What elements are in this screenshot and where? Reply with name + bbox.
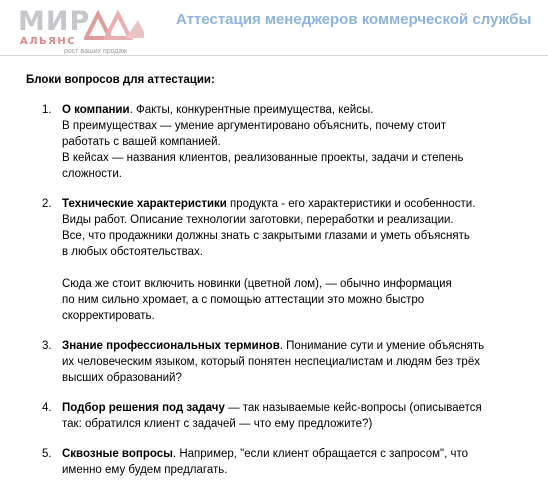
list-item-lead: Подбор решения под задачу: [62, 402, 225, 414]
list-item-extra-text: Сюда же стоит включить новинки (цветной лом), — обычно информация по ним сильно хромает, а с помощью аттестации это можно быстро скорректировать.: [62, 278, 452, 322]
header-divider: [0, 55, 548, 56]
logo-wordmark: МИР: [18, 6, 91, 37]
section-heading: Блоки вопросов для аттестации:: [26, 74, 215, 86]
list-item-lead: Сквозные вопросы: [62, 448, 173, 460]
paragraph-gap: [62, 260, 536, 276]
logo-triangles-icon: [84, 10, 144, 40]
list-number: 3.: [42, 340, 52, 352]
list-number: 1.: [42, 104, 52, 116]
logo-subtitle: АЛЬЯНС: [20, 36, 77, 47]
list-number: 5.: [42, 448, 52, 460]
list-item-solution-fit: [26, 400, 536, 432]
list-item-lead: О компании: [62, 104, 130, 116]
list-item-lead: Знание профессиональных терминов: [62, 340, 280, 352]
document-header: [0, 0, 548, 62]
logo-tagline: рост ваших продаж: [64, 48, 128, 55]
list-item-text: Сквозные вопросы. Например, "если клиент обращается с запросом", что именно ему будем предлагать.: [62, 448, 468, 476]
list-item-text: Подбор решения под задачу — так называемые кейс-вопросы (описывается так: обратился клиент с задачей — что ему предложите?): [62, 402, 482, 430]
list-item-lead: Технические характеристики: [62, 198, 227, 210]
list-number: 2.: [42, 198, 52, 210]
list-item-cross-cutting: [26, 446, 536, 478]
list-number: 4.: [42, 402, 52, 414]
list-item-text: Знание профессиональных терминов. Понимание сути и умение объяснять их человеческим языком, который понятен неспециалистам и людям без трёх высших образований?: [62, 340, 485, 384]
list-item-terms: [26, 338, 536, 386]
document-body: [26, 72, 536, 492]
company-logo: [18, 6, 150, 58]
list-item-technical-specs: [26, 196, 536, 324]
list-item-text: О компании. Факты, конкурентные преимущества, кейсы. В преимуществах — умение аргументировано объяснить, почему стоит работать с вашей компанией. В кейсах — названия клиентов, реализованные проекты, задачи и степень сложности.: [62, 104, 464, 180]
document-title: Аттестация менеджеров коммерческой службы: [176, 11, 532, 28]
question-blocks-list: [26, 102, 536, 478]
list-item-company: [26, 102, 536, 182]
list-item-text: Технические характеристики продукта - его характеристики и особенности. Виды работ. Описание технологии заготовки, переработки и реализации. Все, что продажники должны знать с закрытыми глазами и уметь объяснять в любых обстоятельствах.: [62, 198, 476, 258]
